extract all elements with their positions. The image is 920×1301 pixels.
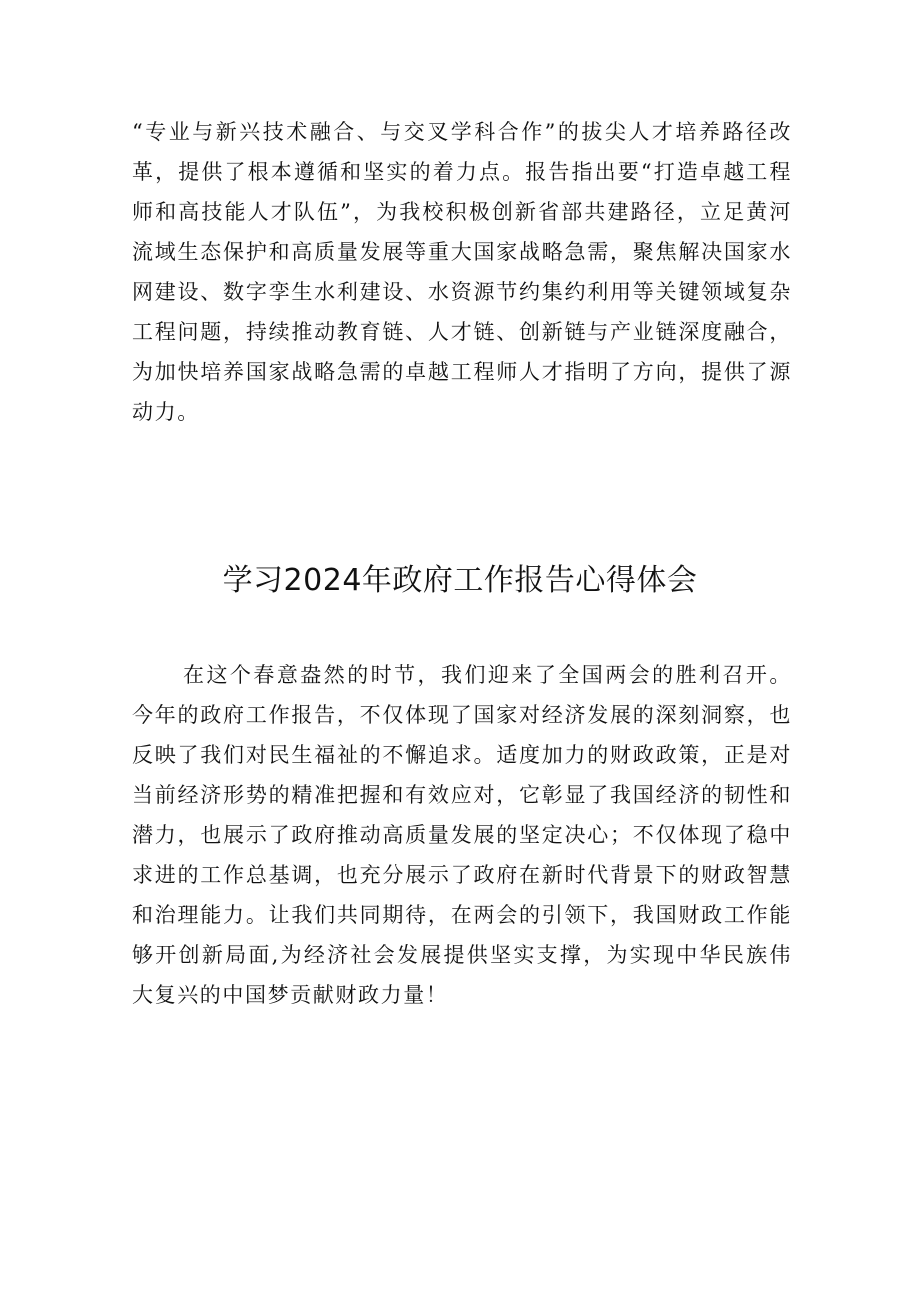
body-paragraph: 在这个春意盎然的时节，我们迎来了全国两会的胜利召开。今年的政府工作报告，不仅体现了国家对经济发展的深刻洞察，也反映了我们对民生福祉的不懈追求。适度加力的财政政策，正是对当前经济形势的精准把握和有效应对，它彰显了我国经济的韧性和潜力，也展示了政府推动高质量发展的坚定决心；不仅体现了稳中求进的工作总基调，也充分展示了政府在新时代背景下的财政智慧和治理能力。让我们共同期待，在两会的引领下，我国财政工作能够开创新局面,为经济社会发展提供坚实支撑，为实现中华民族伟大复兴的中国梦贡献财政力量！ <box>132 663 792 1007</box>
article-title: 学习2024年政府工作报告心得体会 <box>222 563 698 598</box>
body-paragraph-continued: “专业与新兴技术融合、与交叉学科合作”的拔尖人才培养路径改革，提供了根本遵循和坚实的着力点。报告指出要“打造卓越工程师和高技能人才队伍”，为我校积极创新省部共建路径，立足黄河流域生态保护和高质量发展等重大国家战略急需，聚焦解决国家水网建设、数字孪生水利建设、水资源节约集约利用等关键领域复杂工程问题，持续推动教育链、人才链、创新链与产业链深度融合，为加快培养国家战略急需的卓越工程师人才指明了方向，提供了源动力。 <box>132 120 792 424</box>
